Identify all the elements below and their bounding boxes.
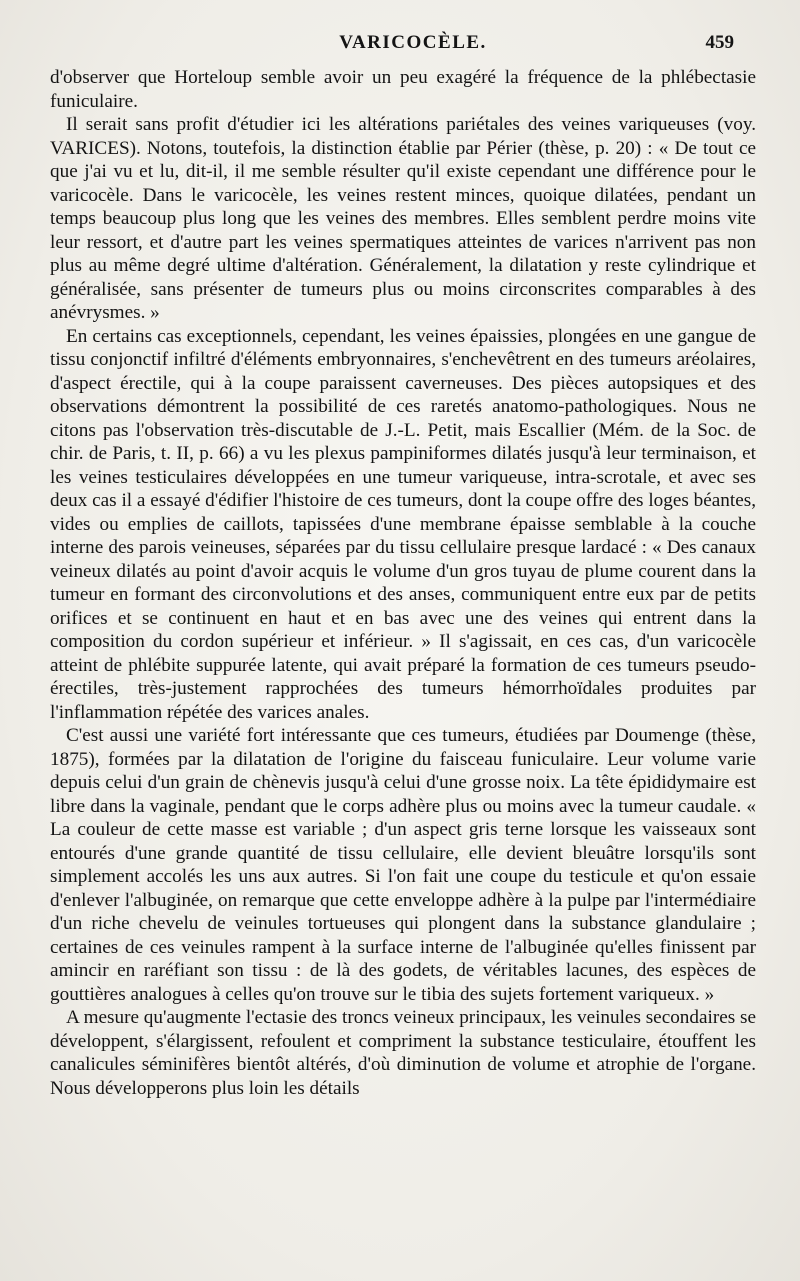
page-header [50, 30, 756, 60]
paragraph-continued: d'observer que Horteloup semble avoir un peu exagéré la fréquence de la phlébectasie funiculaire. [50, 67, 756, 112]
page-number: 459 [705, 32, 734, 53]
body-text [50, 66, 756, 1100]
paragraph-exceptional-cases: En certains cas exceptionnels, cependant, les veines épaissies, plongées en une gangue de tissu conjonctif infiltré d'éléments embryonnaires, s'enchevêtrent en des tumeurs aréolaires, d'aspect érectile, qui à la coupe paraissent caverneuses. Des pièces autopsiques et des observations démontrent la possibilité de ces raretés anatomo-pathologiques. Nous ne citons pas l'observation très-discutable de J.-L. Petit, mais Escallier (Mém. de la Soc. de chir. de Paris, t. II, p. 66) a vu les plexus pampiniformes dilatés jusqu'à leur terminaison, et les veines testiculaires développées en une tumeur variqueuse, intra-scrotale, et avec ses deux cas il a essayé d'édifier l'histoire de ces tumeurs, dont la coupe offre des loges béantes, vides ou emplies de caillots, tapissées d'une membrane épaisse semblable à la couche interne des parois veineuses, séparées par du tissu cellulaire presque lardacé : « Des canaux veineux dilatés au point d'avoir acquis le volume d'un gros tuyau de plume courent dans la tumeur en formant des circonvolutions et des anses, communiquent entre eux par de petits orifices et se continuent en haut et en bas avec une des veines qui entrent dans la composition du cordon supérieur et inférieur. » Il s'agissait, en ces cas, d'un varicocèle atteint de phlébite suppurée latente, qui avait préparé la formation de ces tumeurs pseudo-érectiles, très-justement rapprochées des tumeurs hémorrhoïdales produites par l'inflammation répétée des varices anales. [50, 325, 756, 723]
paragraph-doumenge-tumors: C'est aussi une variété fort intéressante que ces tumeurs, étudiées par Doumenge (thèse, 1875), formées par la dilatation de l'origine du faisceau funiculaire. Leur volume varie depuis celui d'un grain de chènevis jusqu'à celui d'une grosse noix. La tête épididymaire est libre dans la vaginale, pendant que le corps adhère plus ou moins avec la tumeur caudale. « La couleur de cette masse est variable ; d'un aspect gris terne lorsque les vaisseaux sont entourés d'une grande quantité de tissu cellulaire, elle devient bleuâtre lorsqu'ils sont simplement accolés les uns aux autres. Si l'on fait une coupe du testicule et qu'on essaie d'enlever l'albuginée, on remarque que cette enveloppe adhère à la pulpe par l'intermédiaire d'un riche chevelu de veinules tortueuses qui plongent dans la substance glandulaire ; certaines de ces veinules rampent à la surface interne de l'albuginée qu'elles finissent par amincir en raréfiant son tissu : de là des godets, de véritables lacunes, des espèces de gouttières analogues à celles qu'on trouve sur le tibia des sujets fortement variqueux. » [50, 725, 756, 1005]
running-title: VARICOCÈLE. [339, 32, 487, 53]
paragraph-parietal-alterations: Il serait sans profit d'étudier ici les altérations pariétales des veines variqueuses (voy. VARICES). Notons, toutefois, la distinction établie par Périer (thèse, p. 20) : « De tout ce que j'ai vu et lu, dit-il, il me semble résulter qu'il existe cependant une différence pour le varicocèle. Dans le varicocèle, les veines restent minces, quoique dilatées, pendant un temps beaucoup plus long que les veines des membres. Elles semblent perdre moins vite leur ressort, et d'autre part les veines spermatiques atteintes de varices n'arrivent pas non plus au même degré ultime d'altération. Généralement, la dilatation y reste cylindrique et généralisée, sans présenter de tumeurs plus ou moins circonscrites comparables à des anévrysmes. » [50, 114, 756, 323]
paragraph-ectasia-progression: A mesure qu'augmente l'ectasie des troncs veineux principaux, les veinules secondaires se développent, s'élargissent, refoulent et compriment la substance testiculaire, étouffent les canalicules séminifères bientôt altérés, d'où diminution de volume et atrophie de l'organe. Nous développerons plus loin les détails [50, 1007, 756, 1099]
